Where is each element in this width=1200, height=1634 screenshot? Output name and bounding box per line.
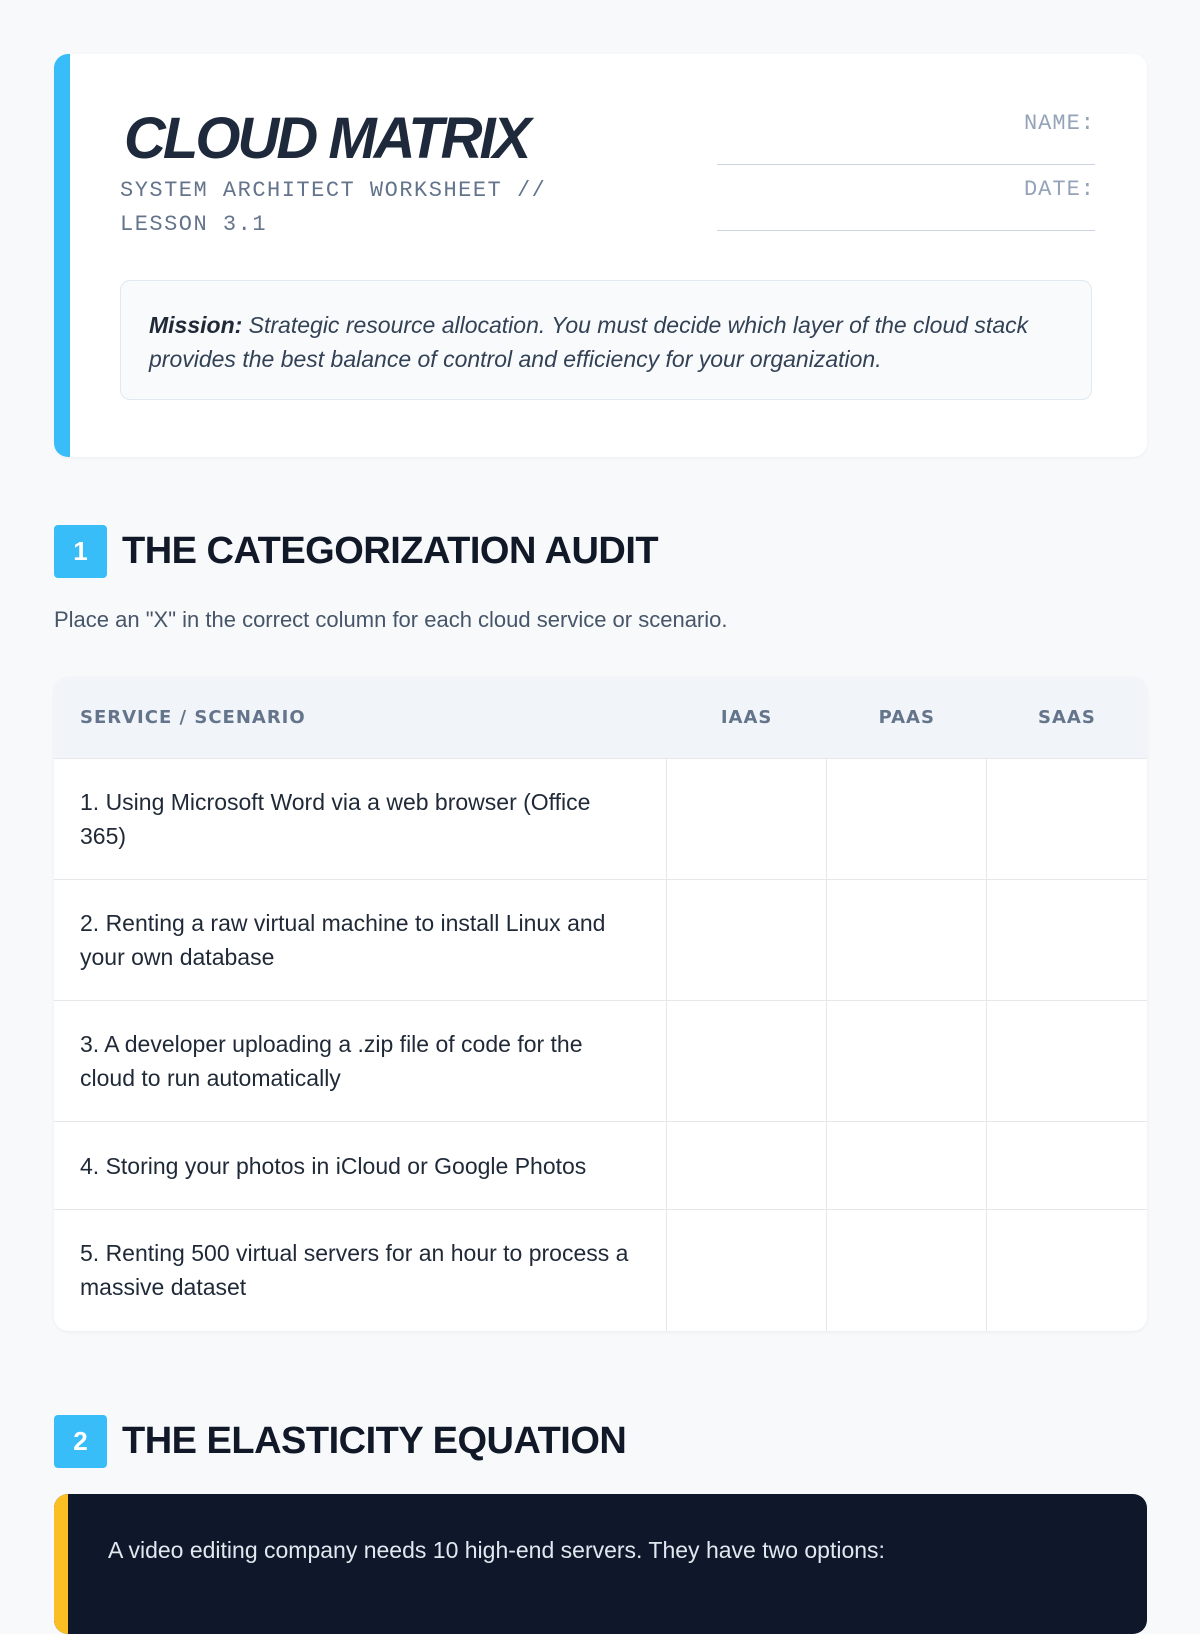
saas-answer-cell[interactable] [987, 1001, 1147, 1122]
paas-answer-cell[interactable] [827, 759, 987, 880]
section-1-badge: 1 [54, 525, 107, 578]
scenario-text: A video editing company needs 10 high-end servers. They have two options: [108, 1537, 885, 1563]
scenario-text: 5. Renting 500 virtual servers for an hour to process a massive dataset [54, 1210, 667, 1331]
paas-answer-cell[interactable] [827, 880, 987, 1001]
iaas-answer-cell[interactable] [667, 759, 827, 880]
paas-answer-cell[interactable] [827, 1210, 987, 1331]
elasticity-scenario-card [54, 1494, 1147, 1634]
iaas-answer-cell[interactable] [667, 1210, 827, 1331]
scenario-text: 2. Renting a raw virtual machine to install Linux and your own database [54, 880, 667, 1001]
table-row [54, 1122, 1147, 1210]
paas-answer-cell[interactable] [827, 1001, 987, 1122]
mission-text: Strategic resource allocation. You must decide which layer of the cloud stack provides the best balance of control and efficiency for your organization. [149, 312, 1029, 372]
column-header-iaas: IAAS [667, 677, 827, 759]
section-1-instruction: Place an "X" in the correct column for each cloud service or scenario. [54, 607, 728, 632]
table-row [54, 1001, 1147, 1122]
saas-answer-cell[interactable] [987, 1210, 1147, 1331]
saas-answer-cell[interactable] [987, 880, 1147, 1001]
iaas-answer-cell[interactable] [667, 1122, 827, 1210]
saas-answer-cell[interactable] [987, 1122, 1147, 1210]
mission-box [120, 280, 1092, 400]
worksheet-subtitle: SYSTEM ARCHITECT WORKSHEET // LESSON 3.1 [120, 178, 547, 237]
date-field[interactable] [717, 174, 1095, 231]
categorization-table [54, 677, 1147, 1331]
iaas-answer-cell[interactable] [667, 1001, 827, 1122]
iaas-answer-cell[interactable] [667, 880, 827, 1001]
worksheet-header [54, 54, 1147, 457]
column-header-service: SERVICE / SCENARIO [54, 677, 667, 759]
scenario-accent-bar [54, 1494, 68, 1634]
scenario-text: 1. Using Microsoft Word via a web browser (Office 365) [80, 789, 591, 849]
section-1-title: THE CATEGORIZATION AUDIT [122, 530, 659, 572]
column-header-saas: SAAS [987, 677, 1147, 759]
table-row [54, 880, 1147, 1001]
paas-answer-cell[interactable] [827, 1122, 987, 1210]
saas-answer-cell[interactable] [987, 759, 1147, 880]
date-label: DATE: [1023, 177, 1095, 202]
table-row [54, 759, 1147, 880]
brand-title: CLOUD MATRIX [124, 106, 529, 171]
scenario-text: 4. Storing your photos in iCloud or Google Photos [54, 1122, 667, 1210]
name-field[interactable] [717, 108, 1095, 165]
table-row [54, 1210, 1147, 1331]
section-2-badge: 2 [54, 1415, 107, 1468]
header-accent-bar [54, 54, 70, 457]
name-label: NAME: [1023, 111, 1095, 136]
scenario-text: 3. A developer uploading a .zip file of code for the cloud to run automatically [54, 1001, 667, 1122]
column-header-paas: PAAS [827, 677, 987, 759]
mission-label: Mission: [149, 312, 243, 338]
table-header-row [54, 677, 1147, 759]
section-2-title: THE ELASTICITY EQUATION [122, 1420, 627, 1462]
